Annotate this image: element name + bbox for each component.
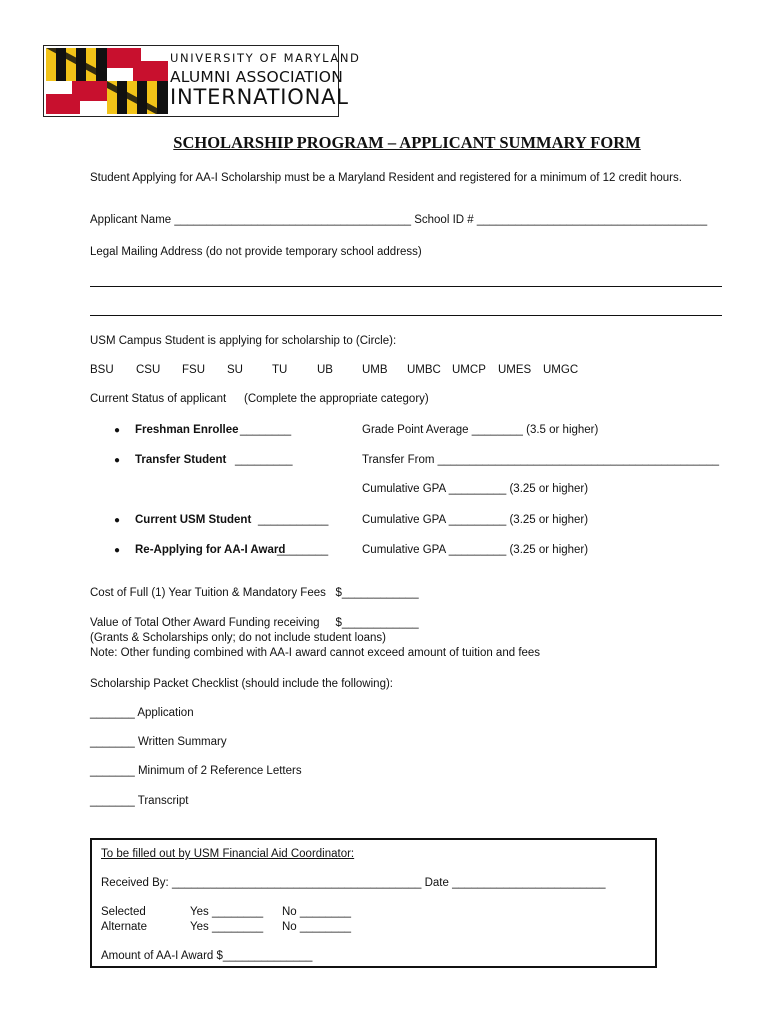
current-usm-student-label: Current USM Student [135,514,252,526]
award-amount-field[interactable]: Amount of AA-I Award $______________ [101,950,313,962]
campus-option-umb[interactable]: UMB [362,364,388,376]
campus-option-fsu[interactable]: FSU [182,364,205,376]
checklist-item-application[interactable]: _______ Application [90,707,194,719]
campus-option-ub[interactable]: UB [317,364,333,376]
reapplying-gpa-field[interactable]: Cumulative GPA _________ (3.25 or higher) [362,544,589,556]
transfer-student-blank[interactable]: _________ [235,454,293,466]
selected-no-field[interactable]: No ________ [282,906,352,918]
checklist-item-transcript[interactable]: _______ Transcript [90,795,189,807]
transfer-gpa-field[interactable]: Cumulative GPA _________ (3.25 or higher) [362,483,589,495]
alternate-label: Alternate [101,921,148,933]
logo-alumni-association: ALUMNI ASSOCIATION [170,68,343,86]
current-usm-gpa-field[interactable]: Cumulative GPA _________ (3.25 or higher) [362,514,589,526]
freshman-gpa-field[interactable]: Grade Point Average ________ (3.5 or higher) [362,424,599,436]
applicant-name-school-id-field[interactable]: Applicant Name _____________________________________ School ID # ____________________________________ [90,214,708,226]
freshman-enrollee-blank[interactable]: ________ [240,424,292,436]
current-status-label: Current Status of applicant [90,393,227,405]
form-title: SCHOLARSHIP PROGRAM – APPLICANT SUMMARY FORM [173,133,641,152]
campus-option-tu[interactable]: TU [272,364,288,376]
other-award-field[interactable]: Value of Total Other Award Funding receiving $____________ [90,617,419,629]
aai-logo [43,45,361,117]
address-line-1[interactable] [90,286,722,287]
campus-option-umbc[interactable]: UMBC [407,364,441,376]
other-award-note: (Grants & Scholarships only; do not include student loans) [90,632,386,644]
alternate-no-field[interactable]: No ________ [282,921,352,933]
logo-international: INTERNATIONAL [170,85,349,109]
bullet-icon: ● [114,515,121,526]
received-by-date-field[interactable]: Received By: _______________________________________ Date ________________________ [101,877,606,889]
bullet-icon: ● [114,455,121,466]
selected-yes-field[interactable]: Yes ________ [190,906,264,918]
selected-label: Selected [101,906,146,918]
coordinator-heading: To be filled out by USM Financial Aid Coordinator: [101,848,355,860]
current-status-hint: (Complete the appropriate category) [244,393,429,405]
reapplying-blank[interactable]: ________ [277,544,329,556]
campus-option-umgc[interactable]: UMGC [543,364,579,376]
transfer-from-field[interactable]: Transfer From ____________________________________________ [362,454,720,466]
checklist-item-written-summary[interactable]: _______ Written Summary [90,736,227,748]
campus-option-csu[interactable]: CSU [136,364,161,376]
mailing-address-label: Legal Mailing Address (do not provide temporary school address) [90,246,422,258]
eligibility-intro: Student Applying for AA-I Scholarship must be a Maryland Resident and registered for a minimum of 12 credit hours. [90,172,682,184]
coordinator-section [90,838,657,968]
logo-university: UNIVERSITY OF MARYLAND [170,51,361,65]
current-usm-student-blank[interactable]: ___________ [258,514,329,526]
maryland-flag-icon [46,48,168,114]
campus-option-bsu[interactable]: BSU [90,364,114,376]
campus-option-su[interactable]: SU [227,364,243,376]
address-line-2[interactable] [90,315,722,316]
checklist-label: Scholarship Packet Checklist (should include the following): [90,678,393,690]
transfer-student-label: Transfer Student [135,454,227,466]
reapplying-label: Re-Applying for AA-I Award [135,544,286,556]
funding-limit-note: Note: Other funding combined with AA-I award cannot exceed amount of tuition and fees [90,647,541,659]
bullet-icon: ● [114,425,121,436]
checklist-item-reference-letters[interactable]: _______ Minimum of 2 Reference Letters [90,765,302,777]
tuition-cost-field[interactable]: Cost of Full (1) Year Tuition & Mandatory Fees $____________ [90,587,419,599]
campus-option-umcp[interactable]: UMCP [452,364,486,376]
campus-prompt: USM Campus Student is applying for scholarship to (Circle): [90,335,397,347]
bullet-icon: ● [114,545,121,556]
freshman-enrollee-label: Freshman Enrollee [135,424,239,436]
alternate-yes-field[interactable]: Yes ________ [190,921,264,933]
campus-option-umes[interactable]: UMES [498,364,532,376]
